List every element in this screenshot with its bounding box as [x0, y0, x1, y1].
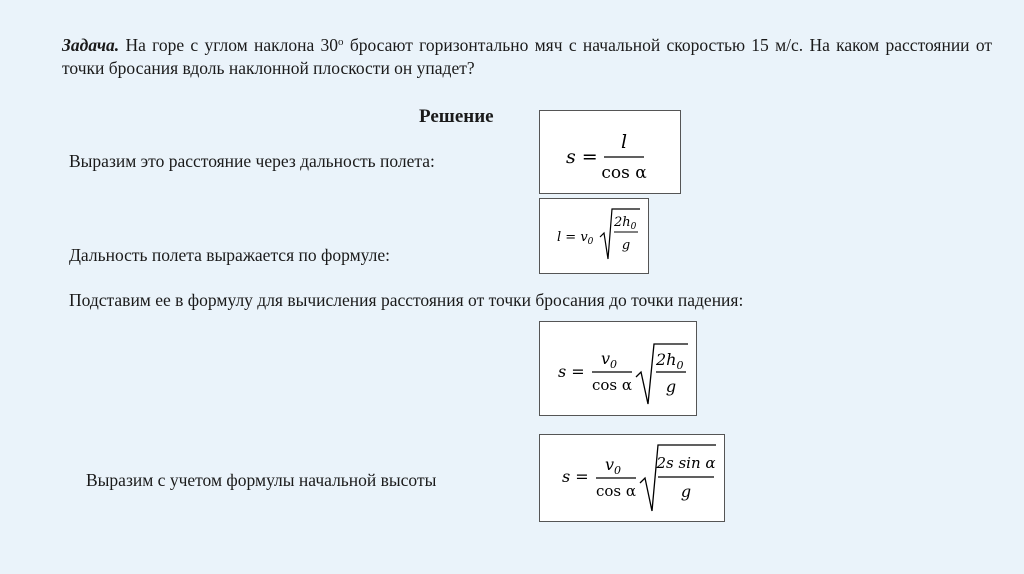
- formula-distance: [540, 111, 682, 195]
- radicand-denominator: g: [621, 238, 631, 253]
- formula-lhs: s =: [558, 362, 585, 381]
- formula-substituted: [540, 322, 698, 417]
- formula-box-range: [539, 198, 649, 274]
- radicand-denominator: g: [680, 482, 692, 501]
- formula-numerator: l: [620, 131, 628, 153]
- formula-box-final: [539, 434, 725, 522]
- formula-lhs: s =: [562, 467, 589, 486]
- formula-denominator: cos α: [601, 163, 647, 183]
- step-2-text: Дальность полета выражается по формуле:: [69, 245, 390, 265]
- formula-lhs: $l = v_0$: [557, 230, 594, 247]
- radicand-denominator: g: [665, 377, 677, 396]
- formula-box-substituted: [539, 321, 697, 416]
- formula-range: [540, 199, 650, 275]
- formula-lhs: s =: [566, 146, 598, 168]
- step-1-text: Выразим это расстояние через дальность полета:: [69, 151, 435, 171]
- task-text-part2: бросают горизонтально мяч с начальной скоростью 15 м/с. На каком расстоянии от точки бросания вдоль наклонной плоскости он упадет?: [62, 35, 992, 78]
- task-statement: [62, 31, 992, 80]
- formula-numerator: $v_0$: [605, 455, 622, 477]
- step-3-text: Подставим ее в формулу для вычисления расстояния от точки бросания до точки падения:: [69, 290, 744, 310]
- task-text-part1: На горе с углом наклона 30: [119, 35, 339, 55]
- formula-final: [540, 435, 726, 523]
- radicand-numerator: $2h_0$: [656, 350, 684, 372]
- formula-denominator: cos α: [591, 376, 633, 394]
- formula-numerator: $v_0$: [601, 349, 618, 371]
- solution-heading: Решение: [419, 106, 494, 127]
- step-4-text: Выразим с учетом формулы начальной высоты: [86, 470, 437, 490]
- radicand-numerator: $2h_0$: [614, 215, 637, 232]
- formula-box-distance: [539, 110, 681, 194]
- radicand-numerator: 2s sin α: [656, 454, 716, 472]
- formula-denominator: cos α: [595, 482, 637, 500]
- degree-superscript: о: [338, 36, 344, 48]
- task-label: Задача.: [62, 35, 120, 55]
